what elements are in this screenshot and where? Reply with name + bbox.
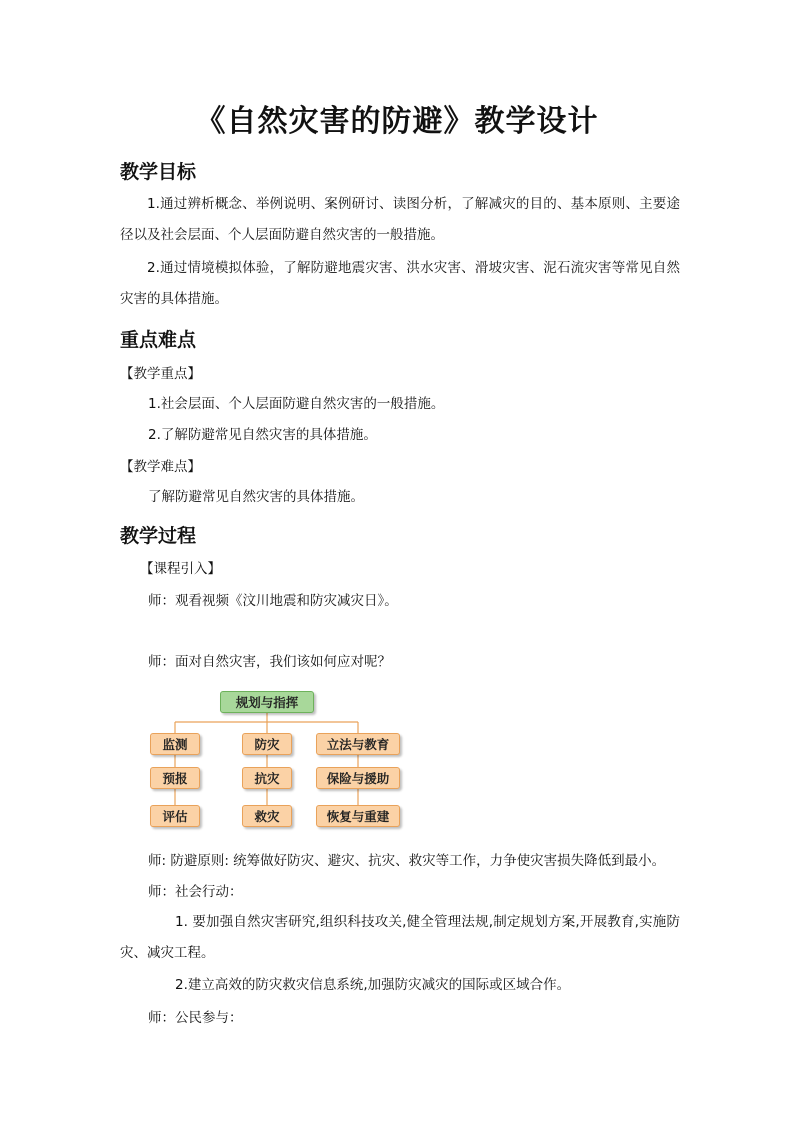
section-heading-process: 教学过程 [120,525,197,547]
goal-item-2: 2.通过情境模拟体验，了解防避地震灾害、洪水灾害、滑坡灾害、泥石流灾害等常见自然灾害的具体措施。 [120,260,680,307]
social-label: 师：社会行动： [148,884,243,900]
diagram-box: 抗灾 [242,767,292,789]
difficulty-label: 【教学难点】 [120,459,201,475]
citizen-label: 师：公民参与： [148,1010,243,1026]
process-line-2: 师：面对自然灾害，我们该如何应对呢？ [148,654,391,670]
diagram-top-box: 规划与指挥 [220,691,314,713]
diagram-box: 评估 [150,805,200,827]
diagram-box: 保险与援助 [316,767,400,789]
section-heading-key-points: 重点难点 [120,329,197,351]
goal-item-1: 1.通过辨析概念、举例说明、案例研讨、读图分析，了解减灾的目的、基本原则、主要途径以及社会层面、个人层面防避自然灾害的一般措施。 [120,196,680,243]
document-title: 《自然灾害的防避》教学设计 [195,104,599,139]
focus-item-1: 1.社会层面、个人层面防避自然灾害的一般措施。 [148,396,445,412]
social-item-2: 2.建立高效的防灾救灾信息系统,加强防灾减灾的国际或区域合作。 [175,977,571,993]
diagram-box: 恢复与重建 [316,805,400,827]
intro-label: 【课程引入】 [140,561,221,577]
principle-text: 师: 防避原则: 统筹做好防灾、避灾、抗灾、救灾等工作，力争使灾害损失降低到最小。 [148,853,666,869]
diagram-box: 预报 [150,767,200,789]
diagram-box: 防灾 [242,733,292,755]
diagram-box: 监测 [150,733,200,755]
process-line-1: 师：观看视频《汶川地震和防灾减灾日》。 [148,593,398,609]
difficulty-text: 了解防避常见自然灾害的具体措施。 [148,489,364,505]
focus-label: 【教学重点】 [120,366,201,382]
diagram-box: 救灾 [242,805,292,827]
social-item-1: 1. 要加强自然灾害研究,组织科技攻关,健全管理法规,制定规划方案,开展教育,实施防灾、减灾工程。 [120,914,680,961]
section-heading-goals: 教学目标 [120,161,197,183]
focus-item-2: 2.了解防避常见自然灾害的具体措施。 [148,427,377,443]
measures-diagram [140,686,410,836]
diagram-box: 立法与教育 [316,733,400,755]
